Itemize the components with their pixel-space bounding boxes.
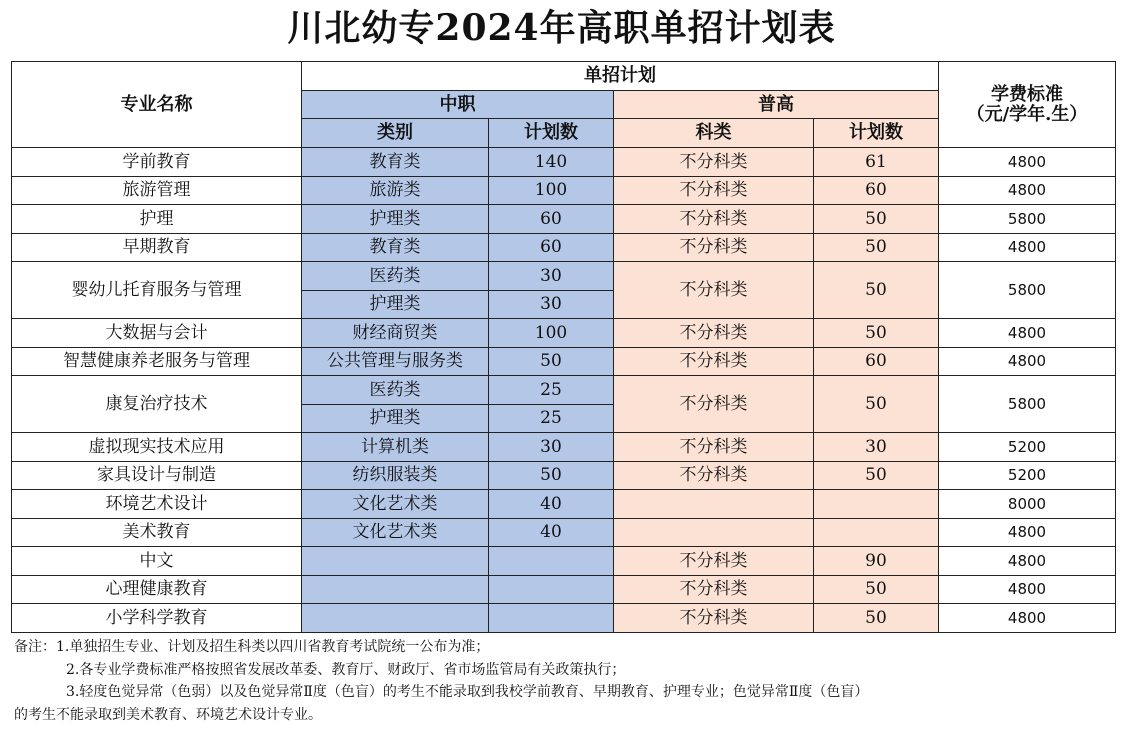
- pg-count-cell: 90: [814, 547, 939, 576]
- header-fee-line1: 学费标准: [991, 83, 1063, 105]
- header-category: 类别: [302, 119, 489, 148]
- pg-subject-cell: 不分科类: [614, 547, 814, 576]
- note-2: 2.各专业学费标准严格按照省发展改革委、教育厅、财政厅、省市场监管局有关政策执行；: [66, 661, 626, 678]
- fee-cell: 4800: [939, 518, 1116, 547]
- header-putong: 普高: [614, 91, 939, 119]
- zz-count-cell: 50: [489, 347, 614, 376]
- table-row: [12, 148, 1116, 177]
- note-1: 备注：1.单独招生专业、计划及招生科类以四川省教育考试院统一公布为准；: [14, 639, 490, 655]
- table-row: [12, 347, 1116, 376]
- major-cell: 虚拟现实技术应用: [12, 433, 302, 462]
- pg-count-cell: [814, 518, 939, 547]
- zz-count-cell: 60: [489, 205, 614, 234]
- notes: [14, 636, 1114, 726]
- header-count: 计划数: [489, 119, 614, 148]
- zz-count-cell: [489, 547, 614, 576]
- fee-cell: 5200: [939, 461, 1116, 490]
- zz-count-cell: 40: [489, 490, 614, 519]
- zz-count-cell: [489, 575, 614, 604]
- note-3-continued: 的考生不能录取到美术教育、环境艺术设计专业。: [14, 706, 322, 723]
- zz-category-cell: 教育类: [302, 148, 489, 177]
- fee-cell: 4800: [939, 547, 1116, 576]
- pg-subject-cell: [614, 518, 814, 547]
- table-row: [12, 547, 1116, 576]
- pg-count-cell: 60: [814, 176, 939, 205]
- major-cell: 心理健康教育: [12, 575, 302, 604]
- major-cell: 美术教育: [12, 518, 302, 547]
- zz-category-cell: 文化艺术类: [302, 518, 489, 547]
- zz-count-cell: 100: [489, 319, 614, 348]
- pg-count-cell: 61: [814, 148, 939, 177]
- table-row: [12, 205, 1116, 234]
- fee-cell: 4800: [939, 347, 1116, 376]
- fee-cell: 5800: [939, 262, 1116, 319]
- pg-subject-cell: 不分科类: [614, 262, 814, 319]
- zz-count-cell: 25: [489, 404, 614, 433]
- pg-subject-cell: 不分科类: [614, 233, 814, 262]
- zz-count-cell: 60: [489, 233, 614, 262]
- zz-category-cell: 文化艺术类: [302, 490, 489, 519]
- table-body: [12, 148, 1116, 633]
- fee-cell: 4800: [939, 148, 1116, 177]
- pg-count-cell: 50: [814, 262, 939, 319]
- header-subject: 科类: [614, 119, 814, 148]
- pg-count-cell: 50: [814, 319, 939, 348]
- pg-subject-cell: 不分科类: [614, 176, 814, 205]
- pg-count-cell: 60: [814, 347, 939, 376]
- major-cell: 智慧健康养老服务与管理: [12, 347, 302, 376]
- header-count2: 计划数: [814, 119, 939, 148]
- zz-category-cell: 医药类: [302, 376, 489, 405]
- table-row: [12, 376, 1116, 405]
- pg-count-cell: 50: [814, 604, 939, 633]
- pg-subject-cell: 不分科类: [614, 575, 814, 604]
- major-cell: 婴幼儿托育服务与管理: [12, 262, 302, 319]
- zz-category-cell: [302, 575, 489, 604]
- pg-count-cell: [814, 490, 939, 519]
- table-row: [12, 575, 1116, 604]
- major-cell: 护理: [12, 205, 302, 234]
- major-cell: 环境艺术设计: [12, 490, 302, 519]
- table-row: [12, 176, 1116, 205]
- zz-count-cell: 100: [489, 176, 614, 205]
- zz-category-cell: 旅游类: [302, 176, 489, 205]
- pg-count-cell: 50: [814, 575, 939, 604]
- zz-count-cell: 30: [489, 290, 614, 319]
- pg-subject-cell: 不分科类: [614, 376, 814, 433]
- header-fee-line2: （元/学年.生）: [966, 103, 1088, 125]
- zz-count-cell: 40: [489, 518, 614, 547]
- pg-subject-cell: 不分科类: [614, 461, 814, 490]
- major-cell: 家具设计与制造: [12, 461, 302, 490]
- zz-category-cell: [302, 604, 489, 633]
- zz-count-cell: 25: [489, 376, 614, 405]
- enrollment-plan-table: [11, 61, 1116, 633]
- major-cell: 小学科学教育: [12, 604, 302, 633]
- fee-cell: 5800: [939, 376, 1116, 433]
- pg-subject-cell: 不分科类: [614, 433, 814, 462]
- table-row: [12, 518, 1116, 547]
- zz-category-cell: 护理类: [302, 290, 489, 319]
- fee-cell: 5800: [939, 205, 1116, 234]
- pg-subject-cell: 不分科类: [614, 319, 814, 348]
- fee-cell: 4800: [939, 233, 1116, 262]
- zz-category-cell: 公共管理与服务类: [302, 347, 489, 376]
- major-cell: 早期教育: [12, 233, 302, 262]
- major-cell: 大数据与会计: [12, 319, 302, 348]
- zz-category-cell: 护理类: [302, 404, 489, 433]
- note-3: 3.轻度色觉异常（色弱）以及色觉异常Ⅱ度（色盲）的考生不能录取到我校学前教育、早期教育、护理专业；色觉异常Ⅱ度（色盲）: [66, 684, 869, 700]
- zz-category-cell: 教育类: [302, 233, 489, 262]
- zz-category-cell: [302, 547, 489, 576]
- pg-subject-cell: 不分科类: [614, 148, 814, 177]
- table-row: [12, 262, 1116, 291]
- page-title: 川北幼专2024年高职单招计划表: [287, 7, 836, 49]
- zz-category-cell: 纺织服装类: [302, 461, 489, 490]
- pg-count-cell: 50: [814, 233, 939, 262]
- header-major: 专业名称: [12, 62, 302, 148]
- zz-category-cell: 计算机类: [302, 433, 489, 462]
- fee-cell: 8000: [939, 490, 1116, 519]
- pg-count-cell: 50: [814, 205, 939, 234]
- pg-subject-cell: 不分科类: [614, 347, 814, 376]
- header-plan: 单招计划: [302, 62, 939, 91]
- header-fee: [939, 62, 1116, 148]
- major-cell: 学前教育: [12, 148, 302, 177]
- table-row: [12, 433, 1116, 462]
- zz-count-cell: 30: [489, 262, 614, 291]
- table-row: [12, 233, 1116, 262]
- zz-category-cell: 医药类: [302, 262, 489, 291]
- zz-category-cell: 财经商贸类: [302, 319, 489, 348]
- zz-count-cell: 140: [489, 148, 614, 177]
- zz-count-cell: 30: [489, 433, 614, 462]
- zz-count-cell: 50: [489, 461, 614, 490]
- table-row: [12, 604, 1116, 633]
- fee-cell: 5200: [939, 433, 1116, 462]
- pg-subject-cell: 不分科类: [614, 205, 814, 234]
- pg-subject-cell: 不分科类: [614, 604, 814, 633]
- header-zhongzhi: 中职: [302, 91, 614, 119]
- pg-count-cell: 50: [814, 461, 939, 490]
- table-row: [12, 461, 1116, 490]
- fee-cell: 4800: [939, 319, 1116, 348]
- pg-count-cell: 30: [814, 433, 939, 462]
- major-cell: 中文: [12, 547, 302, 576]
- pg-subject-cell: [614, 490, 814, 519]
- major-cell: 旅游管理: [12, 176, 302, 205]
- fee-cell: 4800: [939, 575, 1116, 604]
- fee-cell: 4800: [939, 176, 1116, 205]
- zz-count-cell: [489, 604, 614, 633]
- major-cell: 康复治疗技术: [12, 376, 302, 433]
- fee-cell: 4800: [939, 604, 1116, 633]
- zz-category-cell: 护理类: [302, 205, 489, 234]
- table-row: [12, 319, 1116, 348]
- table-row: [12, 490, 1116, 519]
- pg-count-cell: 50: [814, 376, 939, 433]
